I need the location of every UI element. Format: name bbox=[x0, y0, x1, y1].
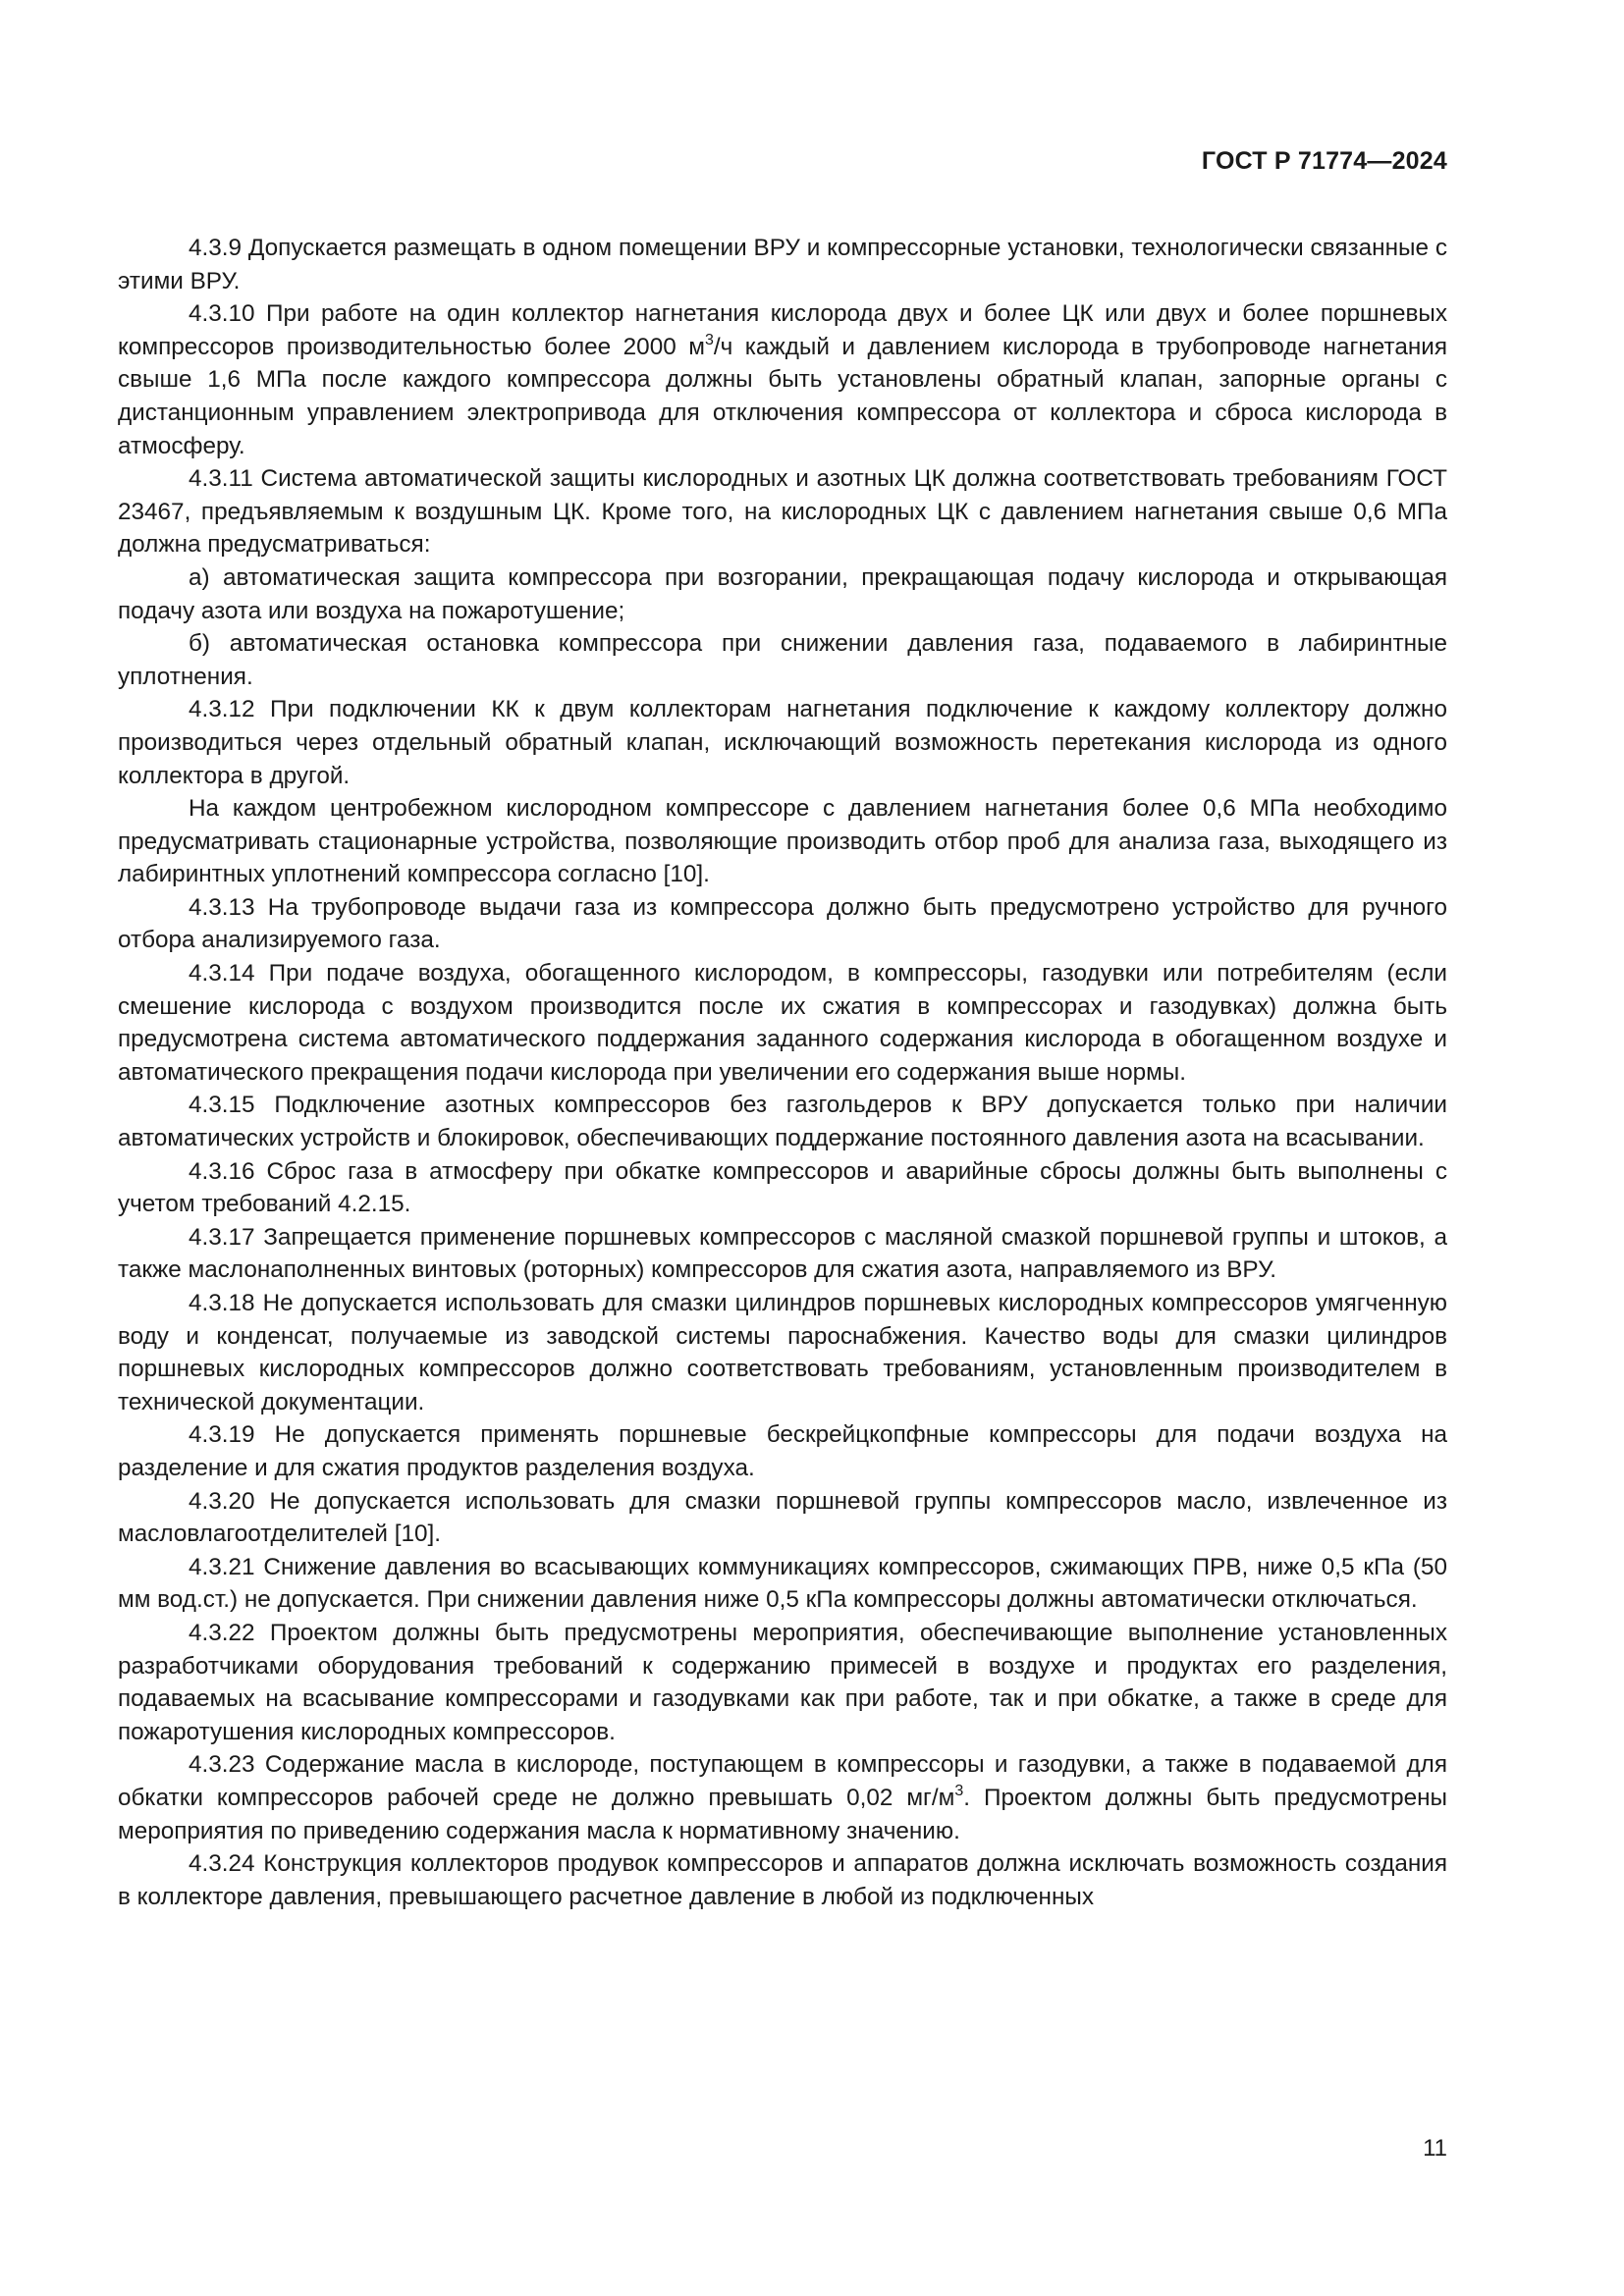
clause-4-3-11: 4.3.11 Система автоматической защиты кислородных и азотных ЦК должна соответствовать требованиям ГОСТ 23467, предъявляемым к воздушным ЦК. Кроме того, на кислородных ЦК с давлением нагнетания свыше 0,6 МПа должна предусматриваться: bbox=[118, 465, 1447, 559]
clause-4-3-20: 4.3.20 Не допускается использовать для смазки поршневой группы компрессоров масло, извлеченное из масловлагоотделителей [10]. bbox=[118, 1487, 1447, 1548]
clause-4-3-11-item-b: б) автоматическая остановка компрессора при снижении давления газа, подаваемого в лабиринтные уплотнения. bbox=[118, 630, 1447, 690]
clause-text: /ч каждый и давлением кислорода в трубопроводе нагнетания свыше 1,6 МПа после каждого компрессора должны быть установлены обратный клапан, запорные органы с дистанционным управлением электропривода для отключения компрессора от коллектора и сброса кислорода в атмосферу. bbox=[118, 333, 1447, 459]
clause-4-3-17: 4.3.17 Запрещается применение поршневых компрессоров с масляной смазкой поршневой группы и штоков, а также маслонаполненных винтовых (роторных) компрессоров для сжатия азота, направляемого из ВРУ. bbox=[118, 1223, 1447, 1284]
clause-4-3-22: 4.3.22 Проектом должны быть предусмотрены мероприятия, обеспечивающие выполнение установленных разработчиками оборудования требований к содержанию примесей в воздухе и продуктах его разделения, подаваемых на всасывание компрессорами и газодувками как при работе, так и при обкатке, а также в среде для пожаротушения кислородных компрессоров. bbox=[118, 1619, 1447, 1745]
clause-text: 4.3.10 При работе на один коллектор нагнетания кислорода двух и более ЦК или двух и более поршневых компрессоров производительностью более 2000 м bbox=[118, 300, 1447, 360]
clause-4-3-14: 4.3.14 При подаче воздуха, обогащенного кислородом, в компрессоры, газодувки или потребителям (если смешение кислорода с воздухом производится после их сжатия в компрессорах и газодувках) должна быть предусмотрена система автоматического поддержания заданного содержания кислорода в обогащенном воздухе и автоматического прекращения подачи кислорода при увеличении его содержания выше нормы. bbox=[118, 960, 1447, 1086]
document-body bbox=[118, 232, 1447, 1913]
clause-4-3-18: 4.3.18 Не допускается использовать для смазки цилиндров поршневых кислородных компрессоров умягченную воду и конденсат, получаемые из заводской системы пароснабжения. Качество воды для смазки цилиндров поршневых кислородных компрессоров должно соответствовать требованиям, установленным производителем в технической документации. bbox=[118, 1290, 1447, 1415]
clause-4-3-24: 4.3.24 Конструкция коллекторов продувок компрессоров и аппаратов должна исключать возможность создания в коллекторе давления, превышающего расчетное давление в любой из подключенных bbox=[118, 1850, 1447, 1910]
clause-4-3-16: 4.3.16 Сброс газа в атмосферу при обкатке компрессоров и аварийные сбросы должны быть выполнены с учетом требований 4.2.15. bbox=[118, 1157, 1447, 1218]
page-number: 11 bbox=[1423, 2135, 1447, 2162]
document-id: ГОСТ Р 71774—2024 bbox=[1201, 147, 1447, 175]
clause-4-3-11-item-a: а) автоматическая защита компрессора при возгорании, прекращающая подачу кислорода и открывающая подачу азота или воздуха на пожаротушение; bbox=[118, 563, 1447, 624]
clause-4-3-15: 4.3.15 Подключение азотных компрессоров без газгольдеров к ВРУ допускается только при наличии автоматических устройств и блокировок, обеспечивающих поддержание постоянного давления азота на всасывании. bbox=[118, 1092, 1447, 1152]
clause-text: . Проектом должны быть предусмотрены мероприятия по приведению содержания масла к нормативному значению. bbox=[118, 1784, 1447, 1844]
clause-4-3-13: 4.3.13 На трубопроводе выдачи газа из компрессора должно быть предусмотрено устройство для ручного отбора анализируемого газа. bbox=[118, 893, 1447, 954]
clause-4-3-12: 4.3.12 При подключении КК к двум коллекторам нагнетания подключение к каждому коллектору должно производиться через отдельный обратный клапан, исключающий возможность перетекания кислорода из одного коллектора в другой. bbox=[118, 696, 1447, 789]
clause-text: 4.3.23 Содержание масла в кислороде, поступающем в компрессоры и газодувки, а также в подаваемой для обкатки компрессоров рабочей среде не должно превышать 0,02 мг/м bbox=[118, 1751, 1447, 1811]
superscript: 3 bbox=[954, 1782, 964, 1800]
superscript: 3 bbox=[704, 330, 714, 348]
clause-4-3-19: 4.3.19 Не допускается применять поршневые бескрейцкопфные компрессоры для подачи воздуха на разделение и для сжатия продуктов разделения воздуха. bbox=[118, 1421, 1447, 1481]
clause-4-3-23 bbox=[118, 1748, 1447, 1847]
clause-4-3-12-continued: На каждом центробежном кислородном компрессоре с давлением нагнетания более 0,6 МПа необходимо предусматривать стационарные устройства, позволяющие производить отбор проб для анализа газа, выходящего из лабиринтных уплотнений компрессора согласно [10]. bbox=[118, 795, 1447, 888]
clause-4-3-10 bbox=[118, 297, 1447, 462]
clause-4-3-21: 4.3.21 Снижение давления во всасывающих коммуникациях компрессоров, сжимающих ПРВ, ниже 0,5 кПа (50 мм вод.ст.) не допускается. При снижении давления ниже 0,5 кПа компрессоры должны автоматически отключаться. bbox=[118, 1553, 1447, 1614]
clause-4-3-9: 4.3.9 Допускается размещать в одном помещении ВРУ и компрессорные установки, технологически связанные с этими ВРУ. bbox=[118, 235, 1447, 294]
